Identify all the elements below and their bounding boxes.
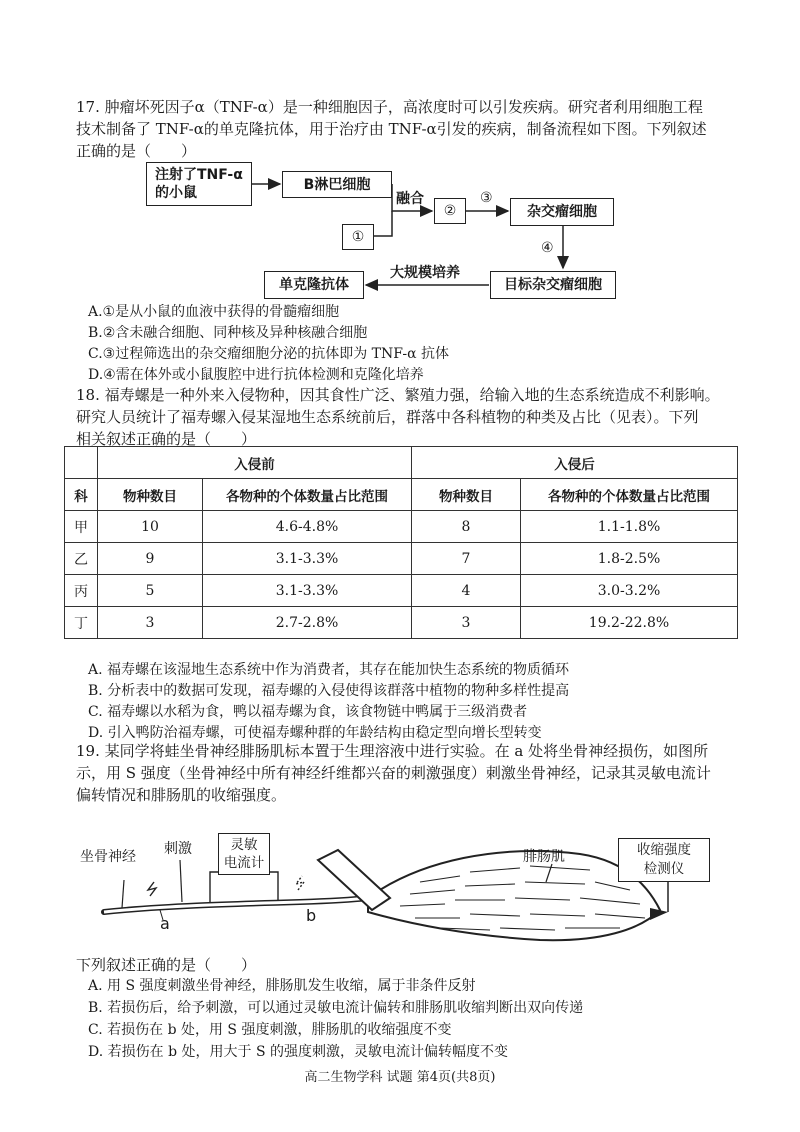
flow-target-box: 目标杂交瘤细胞 [490, 271, 616, 299]
cell-after-count: 4 [412, 575, 521, 607]
cell-after-ratio: 1.1-1.8% [521, 511, 738, 543]
galvanometer-box [218, 833, 270, 875]
q18-option-c[interactable]: C. 福寿螺以水稻为食，鸭以福寿螺为食，该食物链中鸭属于三级消费者 [88, 704, 528, 720]
flow-culture-label: 大规模培养 [390, 265, 460, 281]
contraction-detector-box [618, 838, 710, 882]
flow-fusion-label: 融合 [396, 191, 424, 207]
cell-after-ratio: 19.2-22.8% [521, 607, 738, 639]
cell-family: 丙 [65, 575, 98, 607]
q19-stem-line-3: 偏转情况和腓肠肌的收缩强度。 [76, 786, 287, 804]
flow-mouse-box [146, 162, 252, 206]
q17-option-b[interactable]: B.②含未融合细胞、同种核及异种核融合细胞 [88, 325, 368, 341]
label-muscle: 腓肠肌 [523, 849, 565, 865]
table-corner-cell [65, 447, 98, 479]
cell-before-count: 5 [98, 575, 203, 607]
table-col-before-count: 物种数目 [98, 479, 203, 511]
cell-after-ratio: 3.0-3.2% [521, 575, 738, 607]
q18-stem-line-2: 研究人员统计了福寿螺入侵某湿地生态系统前后，群落中各科植物的种类及占比（见表）。下列 [76, 408, 699, 426]
q18-option-d[interactable]: D. 引入鸭防治福寿螺，可使福寿螺种群的年龄结构由稳定型向增长型转变 [88, 725, 542, 741]
table-header-before: 入侵前 [98, 447, 412, 479]
detector-label-1: 收缩强度 [637, 842, 691, 858]
table-row [65, 543, 738, 575]
table-row [65, 607, 738, 639]
table-header-after: 入侵后 [412, 447, 738, 479]
table-row [65, 575, 738, 607]
table-col-after-ratio: 各物种的个体数量占比范围 [521, 479, 738, 511]
cell-family: 甲 [65, 511, 98, 543]
table-col-before-ratio: 各物种的个体数量占比范围 [203, 479, 412, 511]
cell-after-ratio: 1.8-2.5% [521, 543, 738, 575]
table-col-family: 科 [65, 479, 98, 511]
flow-mouse-line-2: 的小鼠 [155, 185, 197, 201]
q19-option-c[interactable]: C. 若损伤在 b 处，用 S 强度刺激，腓肠肌的收缩强度不变 [88, 1022, 452, 1038]
cell-after-count: 8 [412, 511, 521, 543]
cell-family: 丁 [65, 607, 98, 639]
cell-before-count: 3 [98, 607, 203, 639]
q17-option-d[interactable]: D.④需在体外或小鼠腹腔中进行抗体检测和克隆化培养 [88, 367, 424, 383]
cell-before-ratio: 3.1-3.3% [203, 543, 412, 575]
q18-stem-line-3: 相关叙述正确的是（ ） [76, 430, 257, 448]
label-point-a: a [160, 914, 170, 933]
q19-option-b[interactable]: B. 若损伤后，给予刺激，可以通过灵敏电流计偏转和腓肠肌收缩判断出双向传递 [88, 1000, 584, 1016]
q17-stem-line-1: 17. 肿瘤坏死因子α（TNF-α）是一种细胞因子，高浓度时可以引发疾病。研究者利用细胞工程 [76, 98, 703, 116]
cell-before-ratio: 3.1-3.3% [203, 575, 412, 607]
flow-antibody-box: 单克隆抗体 [264, 271, 364, 299]
flow-hybridoma-box: 杂交瘤细胞 [510, 198, 614, 226]
cell-before-ratio: 4.6-4.8% [203, 511, 412, 543]
table-row [65, 511, 738, 543]
cell-family: 乙 [65, 543, 98, 575]
q19-stem-line-1: 19. 某同学将蛙坐骨神经腓肠肌标本置于生理溶液中进行实验。在 a 处将坐骨神经损伤，如图所 [76, 742, 709, 760]
q18-option-a[interactable]: A. 福寿螺在该湿地生态系统中作为消费者，其存在能加快生态系统的物质循环 [88, 662, 570, 678]
stimulus-spark-icon [148, 882, 156, 896]
q17-stem-line-3: 正确的是（ ） [76, 142, 197, 160]
q18-data-table [64, 446, 738, 639]
cell-before-count: 10 [98, 511, 203, 543]
label-point-b: b [306, 906, 317, 925]
table-col-after-count: 物种数目 [412, 479, 521, 511]
flow-step-4: ④ [541, 240, 554, 256]
q17-stem-line-2: 技术制备了 TNF-α的单克隆抗体，用于治疗由 TNF-α引发的疾病，制备流程如下图。下列叙述 [76, 120, 707, 138]
galvanometer-label-1: 灵敏 [230, 837, 258, 853]
flow-box-2: ② [434, 198, 466, 224]
detector-label-2: 检测仪 [643, 861, 685, 877]
label-stimulus: 刺激 [164, 841, 192, 857]
q19-option-a[interactable]: A. 用 S 强度刺激坐骨神经，腓肠肌发生收缩，属于非条件反射 [88, 978, 476, 994]
flow-mouse-line-1: 注射了TNF-α [155, 167, 243, 183]
page-footer: 高二生物学科 试题 第4页(共8页) [304, 1070, 496, 1085]
cell-before-ratio: 2.7-2.8% [203, 607, 412, 639]
cell-after-count: 7 [412, 543, 521, 575]
cell-after-count: 3 [412, 607, 521, 639]
q19-prompt: 下列叙述正确的是（ ） [76, 956, 257, 974]
q19-option-d[interactable]: D. 若损伤在 b 处，用大于 S 的强度刺激，灵敏电流计偏转幅度不变 [88, 1044, 508, 1060]
flow-box-1: ① [342, 224, 374, 250]
q17-option-c[interactable]: C.③过程筛选出的杂交瘤细胞分泌的抗体即为 TNF-α 抗体 [88, 346, 449, 362]
flow-step-3: ③ [480, 190, 493, 206]
label-sciatic-nerve: 坐骨神经 [80, 849, 136, 865]
q18-stem-line-1: 18. 福寿螺是一种外来入侵物种，因其食性广泛、繁殖力强，给输入地的生态系统造成不利影响。 [76, 386, 720, 404]
q19-stem-line-2: 示，用 S 强度（坐骨神经中所有神经纤维都兴奋的刺激强度）刺激坐骨神经，记录其灵敏电流计 [76, 764, 711, 782]
galvanometer-label-2: 电流计 [223, 855, 265, 871]
flow-b-cell-box: B淋巴细胞 [282, 171, 392, 198]
q18-option-b[interactable]: B. 分析表中的数据可发现，福寿螺的入侵使得该群落中植物的物种多样性提高 [88, 683, 570, 699]
q17-option-a[interactable]: A.①是从小鼠的血液中获得的骨髓瘤细胞 [88, 304, 340, 320]
cell-before-count: 9 [98, 543, 203, 575]
